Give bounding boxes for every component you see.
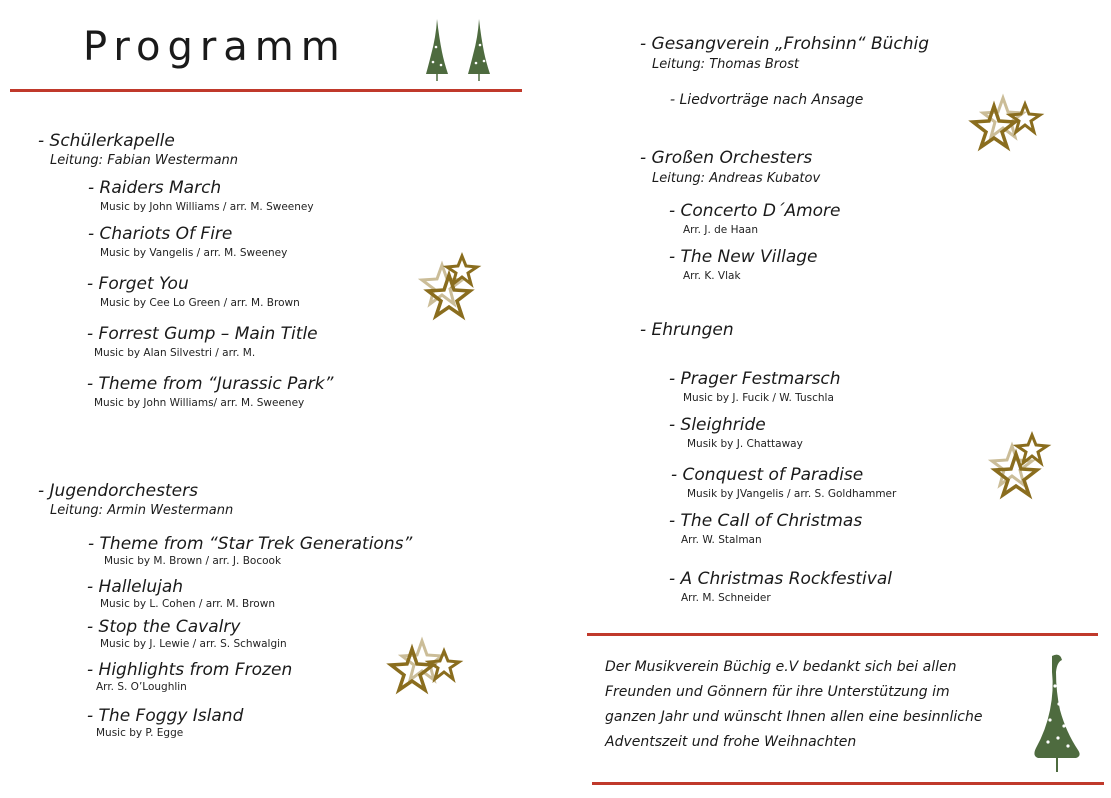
page-title: Programm <box>83 24 347 70</box>
piece-credit: Music by Cee Lo Green / arr. M. Brown <box>100 297 300 309</box>
piece-credit: Arr. S. O’Loughlin <box>96 681 187 693</box>
piece-title: - Forget You <box>87 274 189 294</box>
star-cluster-icon <box>986 432 1052 506</box>
piece-title: - Forrest Gump – Main Title <box>87 324 318 344</box>
piece-credit: Arr. W. Stalman <box>681 534 762 546</box>
christmas-tree-icon <box>466 17 492 81</box>
piece-credit: Arr. M. Schneider <box>681 592 771 604</box>
piece-credit: Arr. J. de Haan <box>683 224 758 236</box>
section-leader: Leitung: Armin Westermann <box>50 503 234 518</box>
section-ehrungen: - Ehrungen <box>640 320 734 340</box>
piece-title: - The Foggy Island <box>87 706 244 726</box>
piece-title: - Prager Festmarsch <box>669 369 841 389</box>
christmas-tree-icon <box>1030 652 1086 774</box>
star-cluster-icon <box>967 94 1051 158</box>
section-leader: Leitung: Thomas Brost <box>652 57 799 72</box>
piece-title: - Theme from “Jurassic Park” <box>87 374 334 394</box>
piece-credit: Music by P. Egge <box>96 727 184 739</box>
piece-credit: Music by John Williams/ arr. M. Sweeney <box>94 397 305 409</box>
footer-bottom-divider <box>592 782 1104 785</box>
piece-credit: Music by M. Brown / arr. J. Bocook <box>104 555 282 567</box>
christmas-tree-icon <box>424 17 450 81</box>
closing-message: Der Musikverein Büchig e.V bedankt sich bei allen Freunden und Gönnern für ihre Unterstützung im ganzen Jahr und wünscht Ihnen allen eine besinnliche Adventszeit und frohe Weihnachten <box>605 659 983 750</box>
footer-top-divider <box>587 633 1098 636</box>
piece-title: - Hallelujah <box>87 577 184 597</box>
section-leader: Leitung: Andreas Kubatov <box>652 171 821 186</box>
section-gesangverein: - Gesangverein „Frohsinn“ Büchig <box>640 34 930 54</box>
piece-title: - Chariots Of Fire <box>88 224 233 244</box>
piece-title: - Stop the Cavalry <box>87 617 241 637</box>
star-cluster-icon <box>416 253 482 325</box>
section-jugendorchesters: - Jugendorchesters <box>38 481 198 501</box>
piece-credit: Music by Alan Silvestri / arr. M. <box>94 347 256 359</box>
piece-title: - The New Village <box>669 247 818 267</box>
piece-title: - Conquest of Paradise <box>671 465 864 485</box>
piece-title: - A Christmas Rockfestival <box>669 569 892 589</box>
section-grosses-orchester: - Großen Orchesters <box>640 148 813 168</box>
piece-title: - Highlights from Frozen <box>87 660 293 680</box>
piece-title: - Theme from “Star Trek Generations” <box>88 534 413 554</box>
piece-credit: Music by J. Fucik / W. Tuschla <box>683 392 834 404</box>
section-leader: Leitung: Fabian Westermann <box>50 153 239 168</box>
piece-title: - Concerto D´Amore <box>669 201 841 221</box>
section-schuelerkapelle: - Schülerkapelle <box>38 131 175 151</box>
piece-title: - Liedvorträge nach Ansage <box>670 92 864 108</box>
piece-credit: Musik by J. Chattaway <box>687 438 803 450</box>
star-cluster-icon <box>386 637 466 703</box>
piece-credit: Musik by JVangelis / arr. S. Goldhammer <box>687 488 897 500</box>
piece-title: - Raiders March <box>88 178 222 198</box>
piece-credit: Music by J. Lewie / arr. S. Schwalgin <box>100 638 287 650</box>
piece-title: - Sleighride <box>669 415 766 435</box>
piece-credit: Music by Vangelis / arr. M. Sweeney <box>100 247 288 259</box>
piece-credit: Music by John Williams / arr. M. Sweeney <box>100 201 314 213</box>
header-divider <box>10 89 522 92</box>
piece-credit: Music by L. Cohen / arr. M. Brown <box>100 598 275 610</box>
piece-credit: Arr. K. Vlak <box>683 270 741 282</box>
piece-title: - The Call of Christmas <box>669 511 863 531</box>
